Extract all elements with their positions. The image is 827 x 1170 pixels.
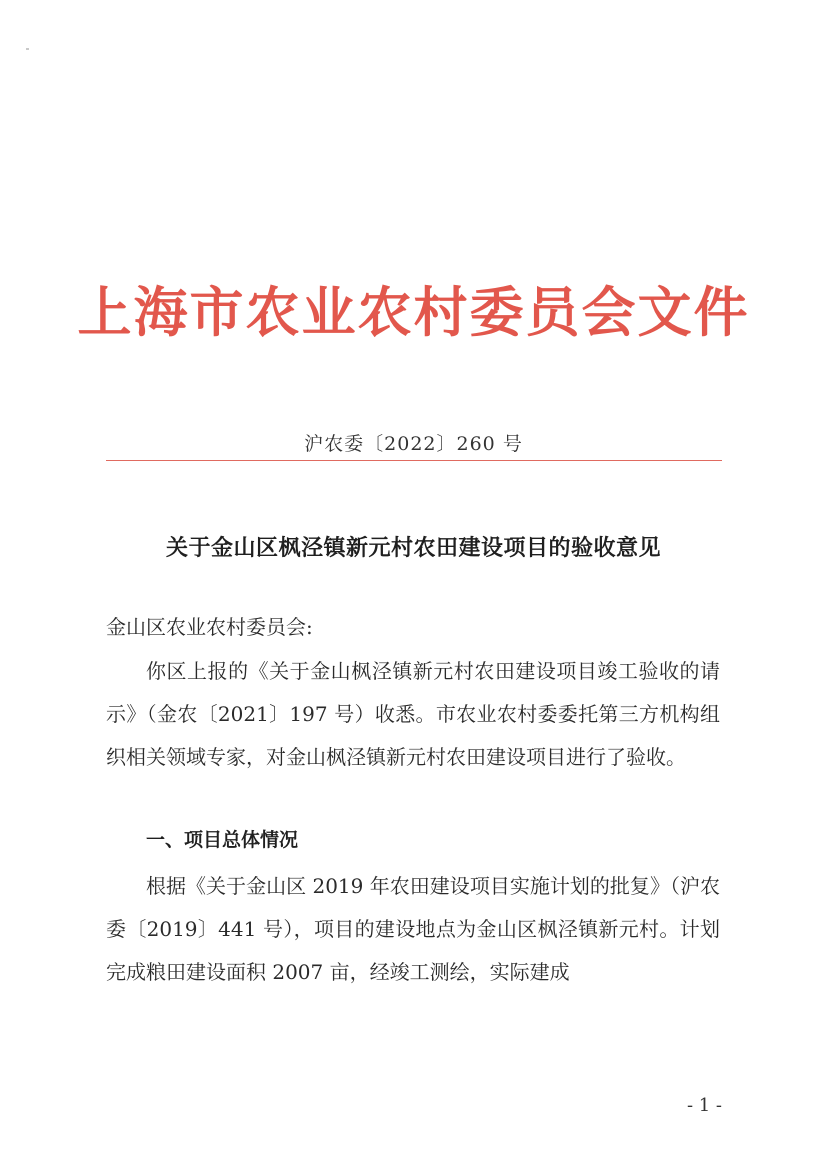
section-heading-overview: 一、项目总体情况 [146, 829, 299, 851]
scan-speck [26, 48, 29, 50]
red-separator-line [106, 460, 722, 461]
salutation: 金山区农业农村委员会: [106, 615, 313, 639]
paragraph-overview: 根据《关于金山区 2019 年农田建设项目实施计划的批复》（沪农委〔2019〕441 号），项目的建设地点为金山区枫泾镇新元村。计划完成粮田建设面积 2007 亩，经竣工测绘，实际建成 [106, 874, 720, 984]
document-title: 关于金山区枫泾镇新元村农田建设项目的验收意见 [165, 535, 661, 561]
page-number: - 1 - [686, 1095, 722, 1116]
document-number: 沪农委〔2022〕260 号 [304, 433, 523, 455]
paragraph-intro: 你区上报的《关于金山枫泾镇新元村农田建设项目竣工验收的请示》（金农〔2021〕197 号）收悉。市农业农村委委托第三方机构组织相关领域专家，对金山枫泾镇新元村农田建设项目进行了验收。 [106, 659, 720, 769]
issuing-authority-header: 上海市农业农村委员会文件 [77, 280, 750, 344]
